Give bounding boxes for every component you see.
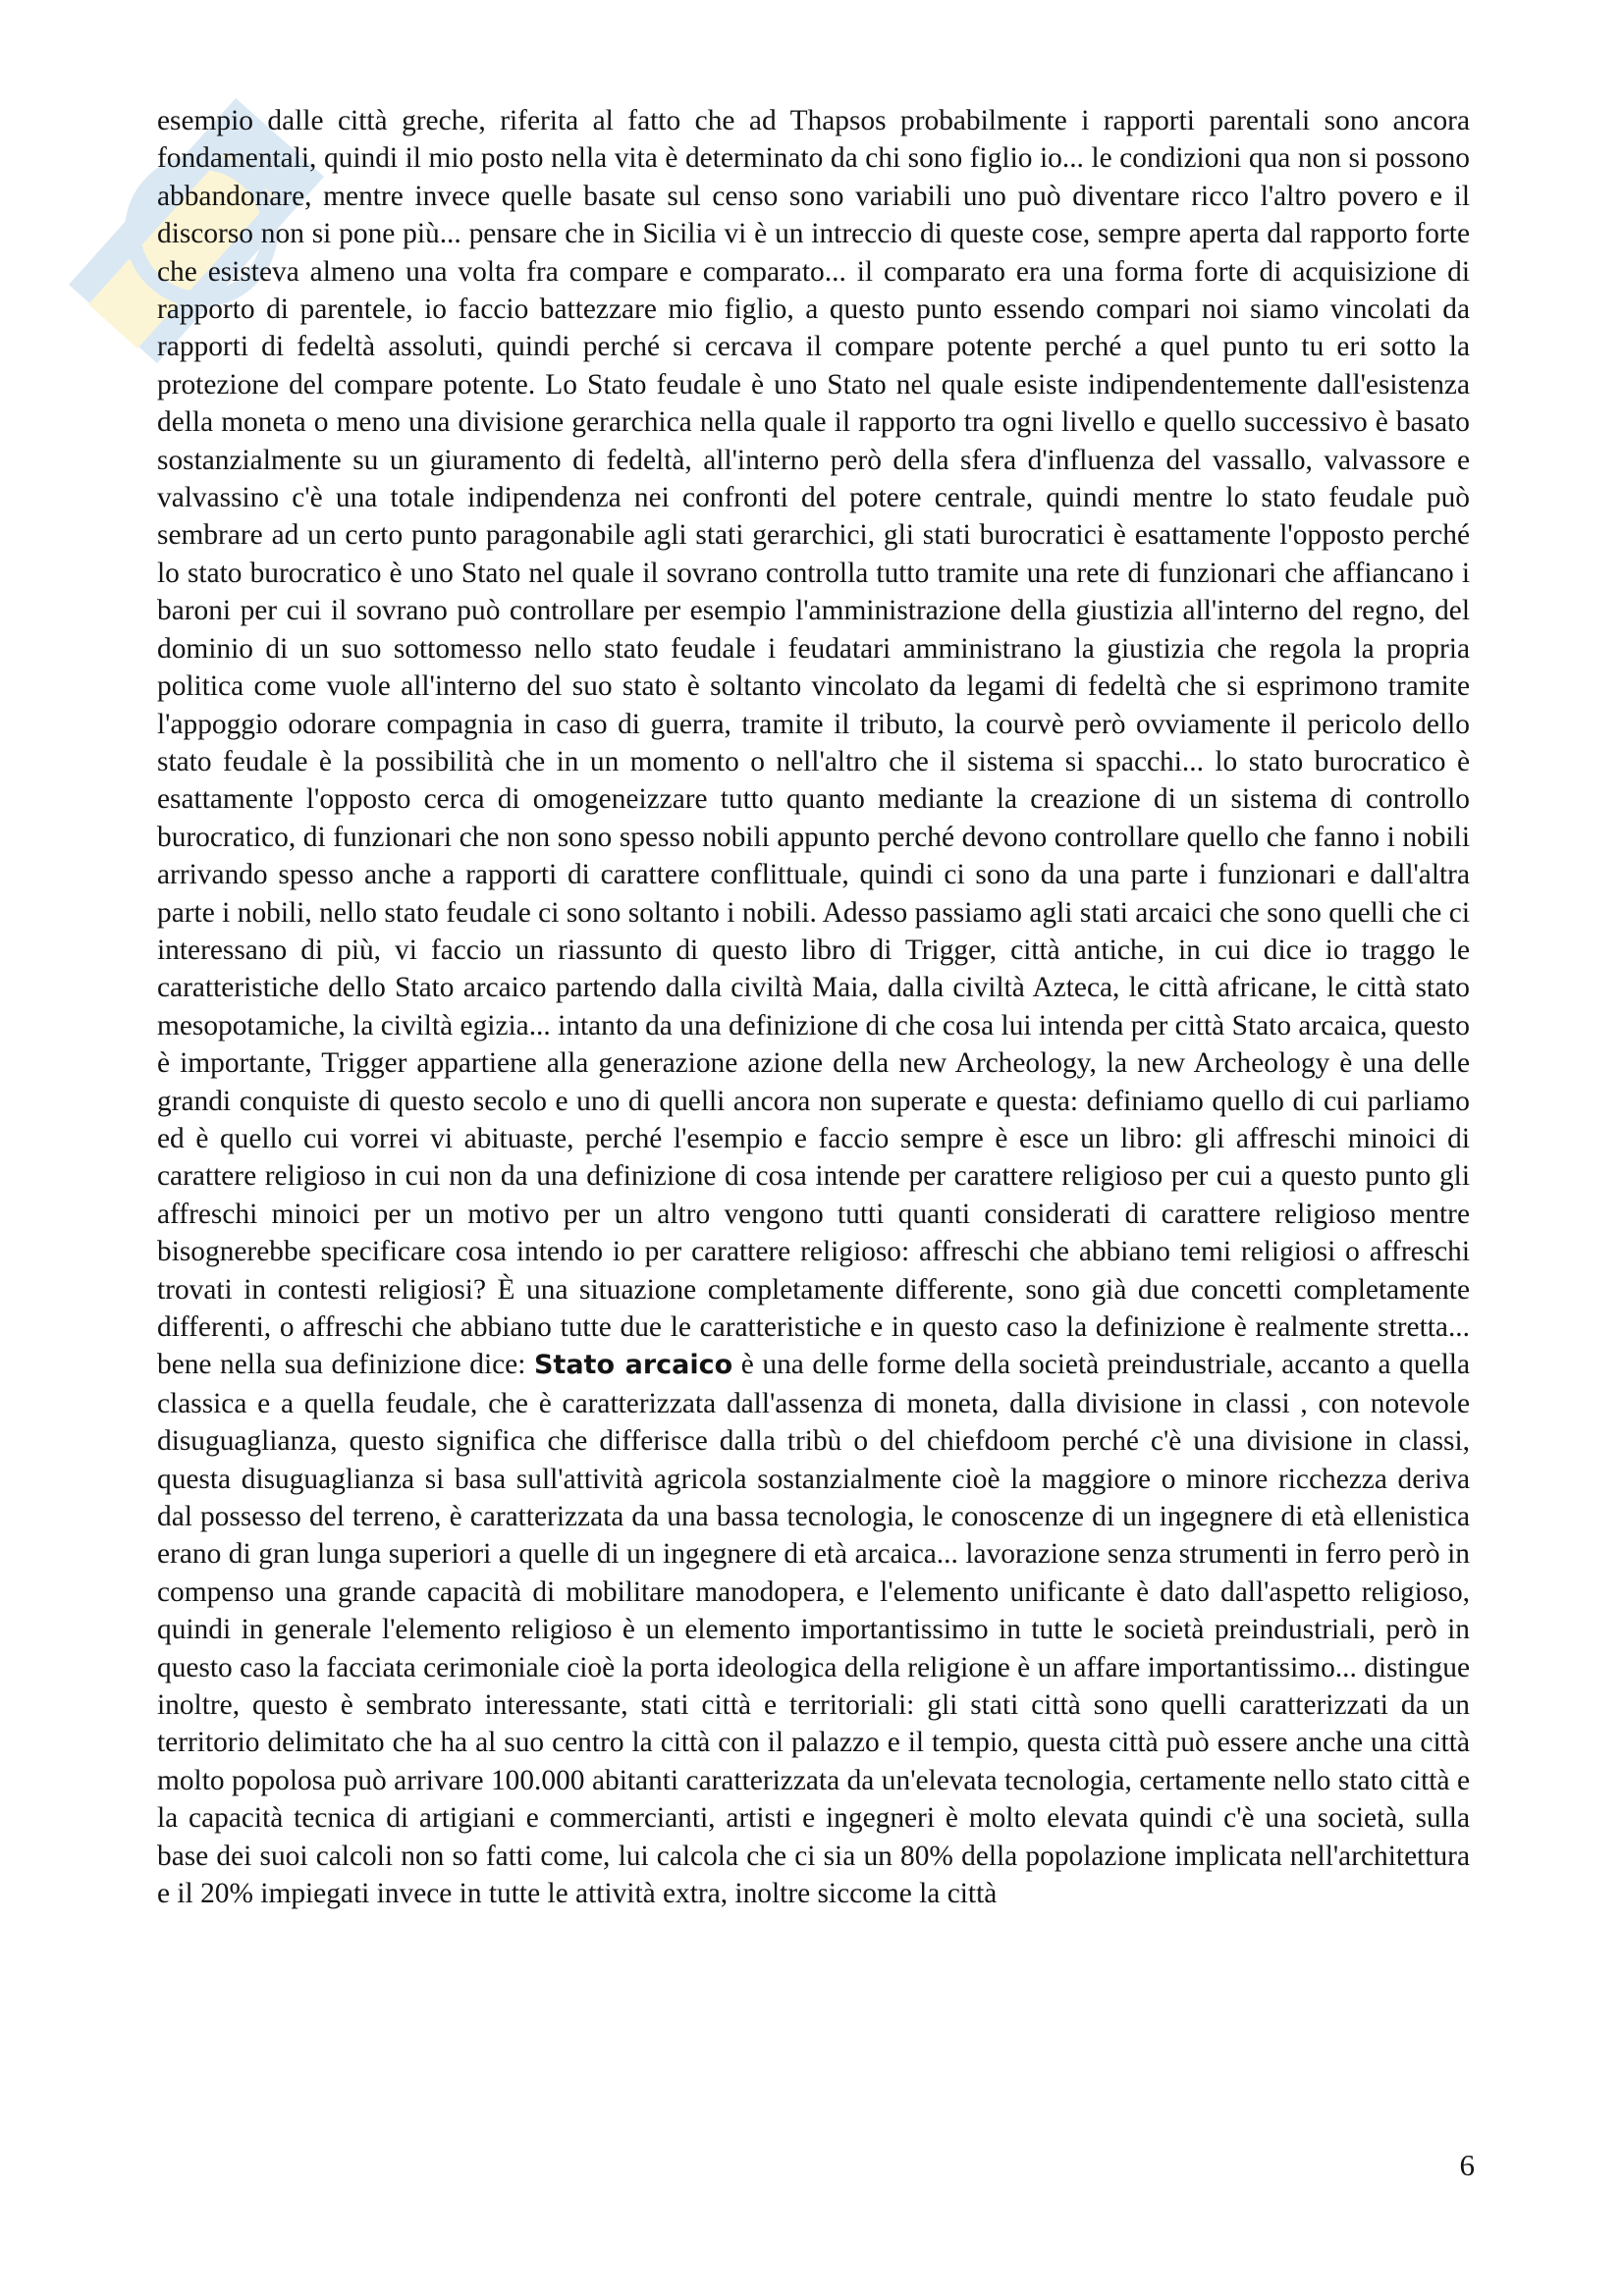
body-text-part-1: esempio dalle città greche, riferita al fatto che ad Thapsos probabilmente i rapporti parentali sono ancora fondamentali, quindi il mio posto nella vita è determinato da chi sono figlio io... le condizioni qua non si possono abbandonare, mentre invece quelle basate sul censo sono variabili uno può diventare ricco l'altro povero e il discorso non si pone più... pensare che in Sicilia vi è un intreccio di queste cose, sempre aperta dal rapporto forte che esisteva almeno una volta fra compare e comparato... il comparato era una forma forte di acquisizione di rapporto di parentele, io faccio battezzare mio figlio, a questo punto essendo compari noi siamo vincolati da rapporti di fedeltà assoluti, quindi perché si cercava il compare potente perché a quel punto tu eri sotto la protezione del compare potente. Lo Stato feudale è uno Stato nel quale esiste indipendentemente dall'esistenza della moneta o meno una divisione gerarchica nella quale il rapporto tra ogni livello e quello successivo è basato sostanzialmente su un giuramento di fedeltà, all'interno però della sfera d'influenza del vassallo, valvassore e valvassino c'è una totale indipendenza nei confronti del potere centrale, quindi mentre lo stato feudale può sembrare ad un certo punto paragonabile agli stati gerarchici, gli stati burocratici è esattamente l'opposto perché lo stato burocratico è uno Stato nel quale il sovrano controlla tutto tramite una rete di funzionari che affiancano i baroni per cui il sovrano può controllare per esempio l'amministrazione della giustizia all'interno del regno, del dominio di un suo sottomesso nello stato feudale i feudatari amministrano la giustizia che regola la propria politica come vuole all'interno del suo stato è soltanto vincolato da legami di fedeltà che si esprimono tramite l'appoggio odorare compagnia in caso di guerra, tramite il tributo, la courvè però ovviamente il pericolo dello stato feudale è la possibilità che in un momento o nell'altro che il sistema si spacchi... lo stato burocratico è esattamente l'opposto cerca di omogeneizzare tutto quanto mediante la creazione di un sistema di controllo burocratico, di funzionari che non sono spesso nobili appunto perché devono controllare quello che fanno i nobili arrivando spesso anche a rapporti di carattere conflittuale, quindi ci sono da una parte i funzionari e dall'altra parte i nobili, nello stato feudale ci sono soltanto i nobili. Adesso passiamo agli stati arcaici che sono quelli che ci interessano di più, vi faccio un riassunto di questo libro di Trigger, città antiche, in cui dice io traggo le caratteristiche dello Stato arcaico partendo dalla civiltà Maia, dalla civiltà Azteca, le città africane, le città stato mesopotamiche, la civiltà egizia... intanto da una definizione di che cosa lui intenda per città Stato arcaica, questo è importante, Trigger appartiene alla generazione azione della new Archeology, la new Archeology è una delle grandi conquiste di questo secolo e uno di quelli ancora non superate e questa: definiamo quello di cui parliamo ed è quello cui vorrei vi abituaste, perché l'esempio e faccio sempre è esce un libro: gli affreschi minoici di carattere religioso in cui non da una definizione di cosa intende per carattere religioso per cui a questo punto gli affreschi minoici per un motivo per un altro vengono tutti quanti considerati di carattere religioso mentre bisognerebbe specificare cosa intendo io per carattere religioso: affreschi che abbiano temi religiosi o affreschi trovati in contesti religiosi? È una situazione completamente differente, sono già due concetti completamente differenti, o affreschi che abbiano tutte due le caratteristiche e in questo caso la definizione è realmente stretta... bene nella sua definizione dice: [157,105,1470,1381]
body-paragraph [157,102,1470,1913]
page-number: 6 [1459,2148,1475,2182]
body-text-part-2: è una delle forme della società preindustriale, accanto a quella classica e a quella feudale, che è caratterizzata dall'assenza di moneta, dalla divisione in classi , con notevole disuguaglianza, questo significa che differisce dalla tribù o del chiefdoom perché c'è una divisione in classi, questa disuguaglianza si basa sull'attività agricola sostanzialmente cioè la maggiore o minore ricchezza deriva dal possesso del terreno, è caratterizzata da una bassa tecnologia, le conoscenze di un ingegnere di età ellenistica erano di gran lunga superiori a quelle di un ingegnere di età arcaica... lavorazione senza strumenti in ferro però in compenso una grande capacità di mobilitare manodopera, e l'elemento unificante è dato dall'aspetto religioso, quindi in generale l'elemento religioso è un elemento importantissimo in tutte le società preindustriali, però in questo caso la facciata cerimoniale cioè la porta ideologica della religione è un affare importantissimo... distingue inoltre, questo è sembrato interessante, stati città e territoriali: gli stati città sono quelli caratterizzati da un territorio delimitato che ha al suo centro la città con il palazzo e il tempio, questa città può essere anche una città molto popolosa può arrivare 100.000 abitanti caratterizzata da un'elevata tecnologia, certamente nello stato città e la capacità tecnica di artigiani e commercianti, artisti e ingegneri è molto elevata quindi c'è una società, sulla base dei suoi calcoli non so fatti come, lui calcola che ci sia un 80% della popolazione implicata nell'architettura e il 20% impiegati invece in tutte le attività extra, inoltre siccome la città [157,1349,1470,1910]
bold-term-stato-arcaico: Stato arcaico [533,1350,733,1381]
